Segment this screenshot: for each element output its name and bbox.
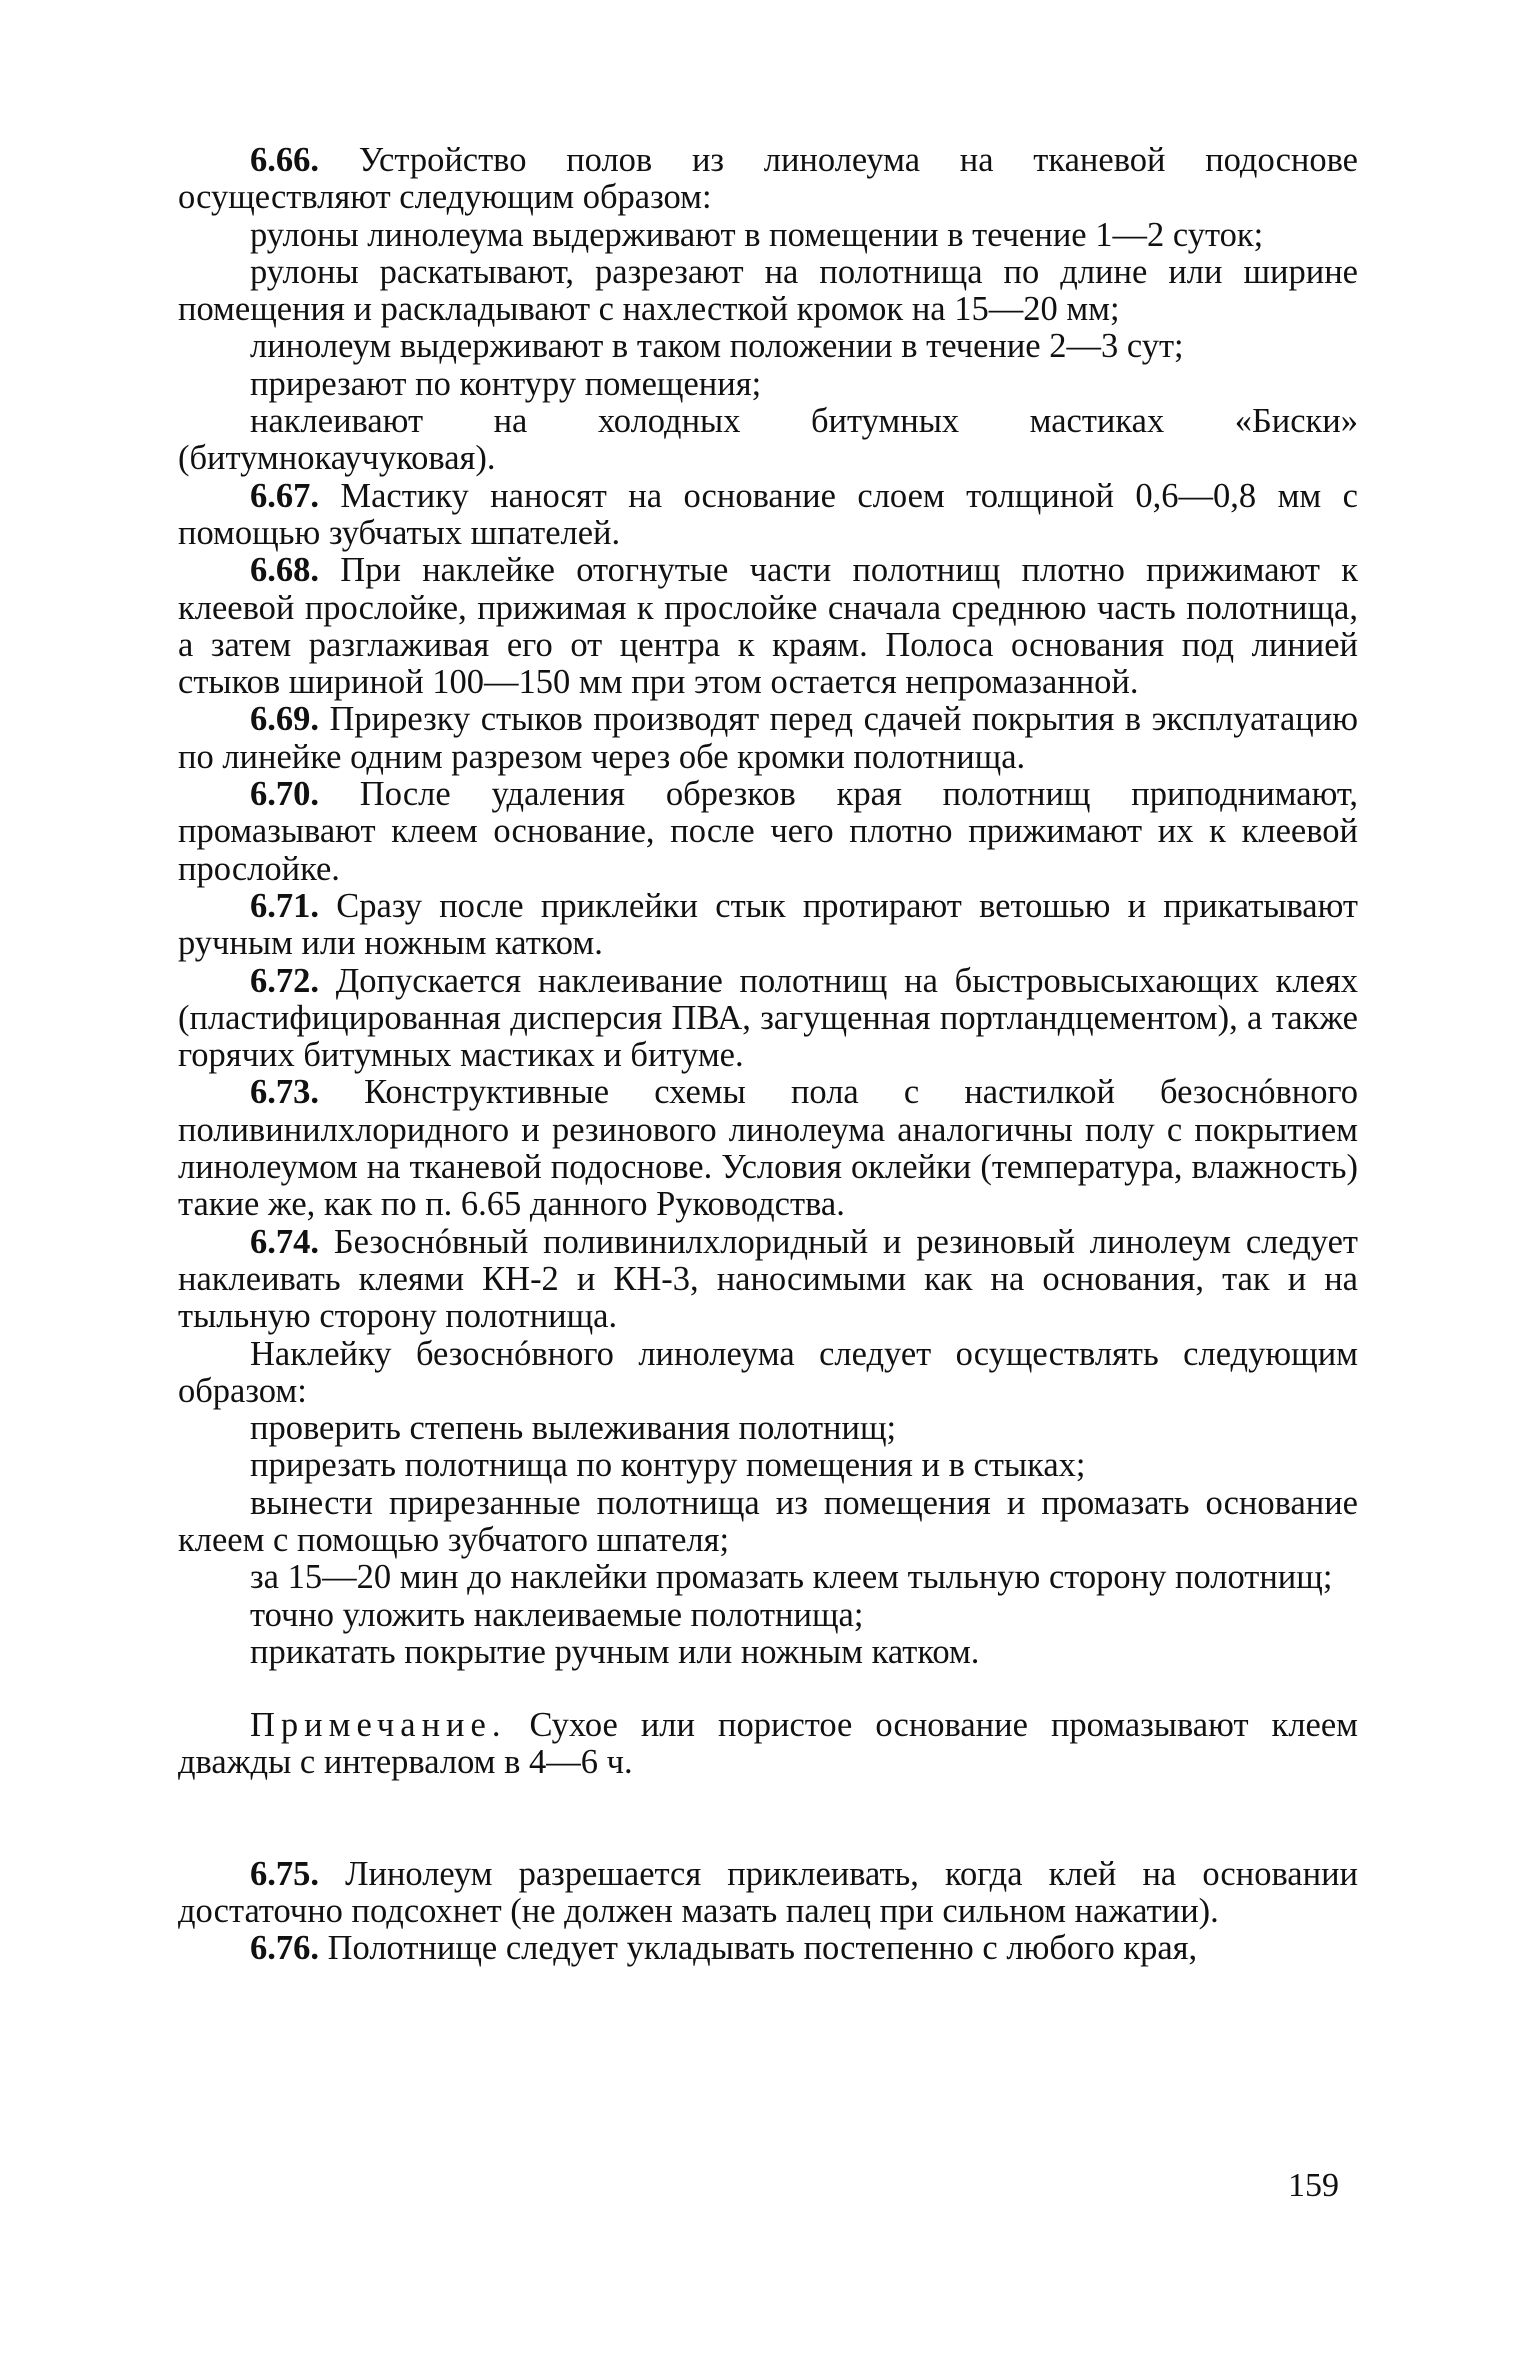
clause-number: 6.71.: [250, 886, 319, 925]
clause-number: 6.67.: [250, 476, 319, 515]
paragraph-text: Конструктивные схемы пола с настилкой безоснóвного поливинилхлоридного и резинового линолеума аналогичны полу с покрытием линолеумом на тканевой подоснове. Условия оклейки (температура, влажность) такие же, как по п. 6.65 данного Руководства.: [178, 1073, 1358, 1224]
list-item: прирезать полотнища по контуру помещения и в стыках;: [250, 1446, 1086, 1485]
clause-number: 6.68.: [250, 551, 319, 590]
paragraph-text: Наклейку безоснóвного линолеума следует осуществлять следующим образом:: [178, 1334, 1358, 1410]
paragraph-text: Устройство полов из линолеума на тканевой подоснове осуществляют следующим образом:: [178, 141, 1358, 217]
clause-number: 6.72.: [250, 961, 319, 1000]
page-number: 159: [1288, 2167, 1339, 2204]
paragraph-text: Полотнище следует укладывать постепенно с любого края,: [319, 1929, 1198, 1968]
clause-number: 6.74.: [250, 1222, 319, 1261]
list-item: рулоны раскатывают, разрезают на полотнища по длине или ширине помещения и раскладывают с нахлесткой кромок на 15—20 мм;: [178, 252, 1358, 329]
paragraph-text: Безоснóвный поливинилхлоридный и резиновый линолеум следует наклеивать клеями КН-2 и КН-3, наносимыми как на основания, так и на тыльную сторону полотнища.: [178, 1222, 1358, 1336]
clause-number: 6.69.: [250, 700, 319, 739]
note-paragraph: [178, 1707, 1358, 1782]
paragraph-6-69: [178, 701, 1358, 776]
clause-number: 6.73.: [250, 1073, 319, 1112]
paragraph-6-73: [178, 1074, 1358, 1223]
paragraph-text: Линолеум разрешается приклеивать, когда клей на основании достаточно подсохнет (не должен мазать палец при сильном нажатии).: [178, 1854, 1358, 1931]
paragraph-6-70: [178, 776, 1358, 888]
clause-number: 6.66.: [250, 141, 319, 179]
list-item: вынести прирезанные полотнища из помещения и промазать основание клеем с помощью зубчатого шпателя;: [178, 1483, 1358, 1559]
paragraph-6-72: [178, 963, 1358, 1075]
list-item: прирезают по контуру помещения;: [250, 364, 762, 403]
list-item: линолеум выдерживают в таком положении в течение 2—3 сут;: [250, 327, 1184, 366]
list-item: прикатать покрытие ручным или ножным катком.: [250, 1632, 980, 1671]
paragraph-text: После удаления обрезков края полотнищ приподнимают, промазывают клеем основание, после чего плотно прижимают их к клеевой прослойке.: [178, 775, 1358, 888]
paragraph-text: Допускается наклеивание полотнищ на быстровысыхающих клеях (пластифицированная дисперсия ПВА, загущенная портландцементом), а также горячих битумных мастиках и битуме.: [178, 961, 1358, 1075]
paragraph-6-68: [178, 552, 1358, 701]
paragraph-text: Сразу после приклейки стык протирают ветошью и прикатывают ручным или ножным катком.: [178, 886, 1358, 963]
clause-number: 6.70.: [250, 775, 319, 814]
list-item: проверить степень вылеживания полотнищ;: [250, 1409, 897, 1448]
clause-number: 6.75.: [250, 1854, 319, 1893]
paragraph-6-74: [178, 1224, 1358, 1336]
paragraph-text: При наклейке отогнутые части полотнищ плотно прижимают к клеевой прослойке, прижимая к прослойке сначала среднюю часть полотнища, а затем разглаживая его от центра к краям. Полоса основания под линией стыков шириной 100—150 мм при этом остается непромазанной.: [178, 551, 1358, 702]
paragraph-text: Мастику наносят на основание слоем толщиной 0,6—0,8 мм с помощью зубчатых шпателей.: [178, 476, 1358, 552]
paragraph-6-66: [178, 142, 1358, 217]
page-body: [178, 142, 1358, 1968]
note-label: Примечание.: [250, 1706, 507, 1745]
paragraph-6-67: [178, 478, 1358, 553]
list-item: наклеивают на холодных битумных мастиках «Биски» (битумнокаучуковая).: [178, 402, 1358, 478]
list-item: рулоны линолеума выдерживают в помещении в течение 1—2 суток;: [250, 215, 1264, 254]
list-item: точно уложить наклеиваемые полотнища;: [250, 1595, 864, 1634]
paragraph-text: Прирезку стыков производят перед сдачей покрытия в эксплуатацию по линейке одним разрезом через обе кромки полотнища.: [178, 700, 1358, 776]
list-item: за 15—20 мин до наклейки промазать клеем тыльную сторону полотнищ;: [250, 1558, 1333, 1597]
note-text: Сухое или пористое основание промазывают клеем дважды с интервалом в 4—6 ч.: [178, 1706, 1358, 1782]
clause-number: 6.76.: [250, 1929, 319, 1968]
paragraph-6-76: [178, 1930, 1358, 1967]
paragraph-6-71: [178, 888, 1358, 963]
paragraph-6-75: [178, 1856, 1358, 1931]
